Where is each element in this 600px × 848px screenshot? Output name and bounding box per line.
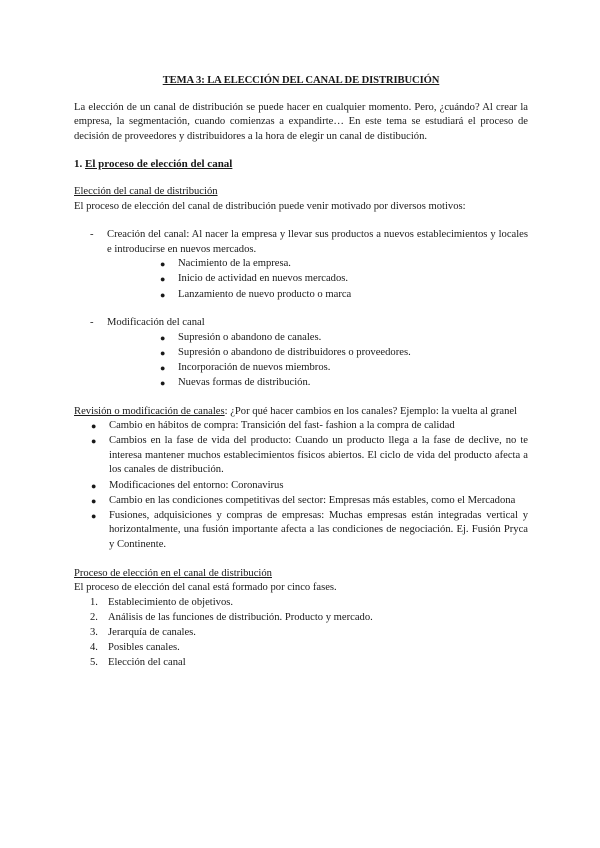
list-item-text: Supresión o abandono de canales.	[178, 331, 322, 343]
bullet-icon: ●	[91, 495, 97, 506]
bullet-icon: ●	[160, 362, 166, 373]
list-item-text: Establecimiento de objetivos.	[108, 596, 234, 608]
list-item-text: Cambio en las condiciones competitivas del sector: Empresas más estables, como el Mercadona	[109, 494, 516, 506]
list-number: 3.	[90, 626, 98, 638]
dash-marker: -	[90, 229, 94, 241]
section-heading-text: El proceso de elección del canal	[85, 158, 233, 171]
list-item	[160, 376, 528, 391]
list-item	[160, 272, 528, 287]
list-item-text: Inicio de actividad en nuevos mercados.	[178, 273, 349, 285]
bullet-icon: ●	[160, 332, 166, 343]
list-item-text: Modificación del canal	[107, 317, 205, 329]
subsection-title-eleccion: Elección del canal de distribución	[74, 185, 218, 197]
revision-bullet-list	[74, 419, 528, 552]
list-item	[160, 346, 528, 361]
list-number: 4.	[90, 642, 98, 653]
list-number: 5.	[90, 657, 98, 669]
list-item-text: Modificaciones del entorno: Coronavirus	[109, 479, 284, 491]
list-item	[90, 656, 528, 671]
dash-marker: -	[90, 317, 94, 329]
dash-list	[74, 228, 528, 390]
bullet-icon: ●	[160, 274, 166, 285]
list-item-text: Incorporación de nuevos miembros.	[178, 361, 331, 373]
revision-paragraph	[74, 405, 528, 420]
list-item-text: Supresión o abandono de distribuidores o proveedores.	[178, 346, 411, 358]
list-item-text: Nuevas formas de distribución.	[178, 377, 311, 388]
list-number: 1.	[90, 596, 98, 608]
list-item	[91, 419, 528, 434]
proceso-lead: El proceso de elección del canal está formado por cinco fases.	[74, 582, 337, 594]
list-item	[74, 228, 528, 302]
list-item	[91, 494, 528, 509]
list-item-text: Lanzamiento de nuevo producto o marca	[178, 288, 352, 300]
list-item	[91, 509, 528, 553]
list-item	[160, 331, 528, 346]
list-item	[74, 316, 528, 390]
list-item-text: Jerarquía de canales.	[108, 626, 196, 638]
subsection-title-proceso: Proceso de elección en el canal de distribución	[74, 567, 272, 579]
list-item-text: Nacimiento de la empresa.	[178, 258, 291, 270]
section-number: 1.	[74, 158, 83, 171]
bullet-icon: ●	[91, 510, 97, 521]
list-item	[160, 361, 528, 376]
bullet-icon: ●	[91, 480, 97, 491]
bullet-icon: ●	[91, 436, 97, 447]
list-item-text: Cambios en la fase de vida del producto: Cuando un producto llega a la fase de declive, no te interesa mantener muchos establecimientos físicos abiertos. El ciclo de vida del producto afecta a los canales de distribución.	[109, 435, 528, 476]
bullet-list	[107, 331, 528, 391]
bullet-icon: ●	[160, 289, 166, 300]
bullet-list	[107, 257, 528, 302]
list-item	[160, 257, 528, 272]
list-item-text: Elección del canal	[108, 657, 186, 669]
bullet-icon: ●	[91, 421, 97, 432]
eleccion-lead: El proceso de elección del canal de distribución puede venir motivado por diversos motivos:	[74, 200, 466, 212]
numbered-list	[74, 596, 528, 671]
list-item	[91, 479, 528, 494]
list-item	[91, 434, 528, 478]
revision-question: : ¿Por qué hacer cambios en los canales? Ejemplo: la vuelta al granel	[224, 405, 518, 417]
list-item	[90, 626, 528, 641]
list-item	[160, 288, 528, 303]
document-title: TEMA 3: LA ELECCIÓN DEL CANAL DE DISTRIBUCIÓN	[162, 75, 440, 86]
list-item-text: Fusiones, adquisiciones y compras de empresas: Muchas empresas están integradas vertical y horizontalmente, una fusión importante afecta a las condiciones de negociación. Ej. Fusión Pryca y Continente.	[109, 509, 528, 550]
list-item	[90, 611, 528, 626]
bullet-icon: ●	[160, 378, 166, 388]
list-item	[90, 641, 528, 656]
section-heading	[74, 157, 528, 172]
bullet-icon: ●	[160, 347, 166, 358]
document-page	[74, 74, 528, 671]
list-number: 2.	[90, 611, 98, 623]
bullet-icon: ●	[160, 259, 166, 270]
list-item-text: Creación del canal: Al nacer la empresa y llevar sus productos a nuevos establecimientos y locales e introducirse en nuevos mercados.	[107, 229, 528, 255]
list-item-text: Análisis de las funciones de distribución. Producto y mercado.	[108, 611, 373, 623]
intro-paragraph: La elección de un canal de distribución se puede hacer en cualquier momento. Pero, ¿cuándo? Al crear la empresa, la segmentación, cuando comienzas a expandirte… En este tema se estudiará el proceso de decisión de proveedores y distribuidores a la hora de elegir un canal de distibución.	[74, 101, 528, 142]
list-item-text: Cambio en hábitos de compra: Transición del fast- fashion a la compra de calidad	[109, 420, 455, 432]
list-item	[90, 596, 528, 611]
list-item-text: Posibles canales.	[108, 642, 180, 653]
subsection-title-revision: Revisión o modificación de canales	[74, 405, 225, 417]
